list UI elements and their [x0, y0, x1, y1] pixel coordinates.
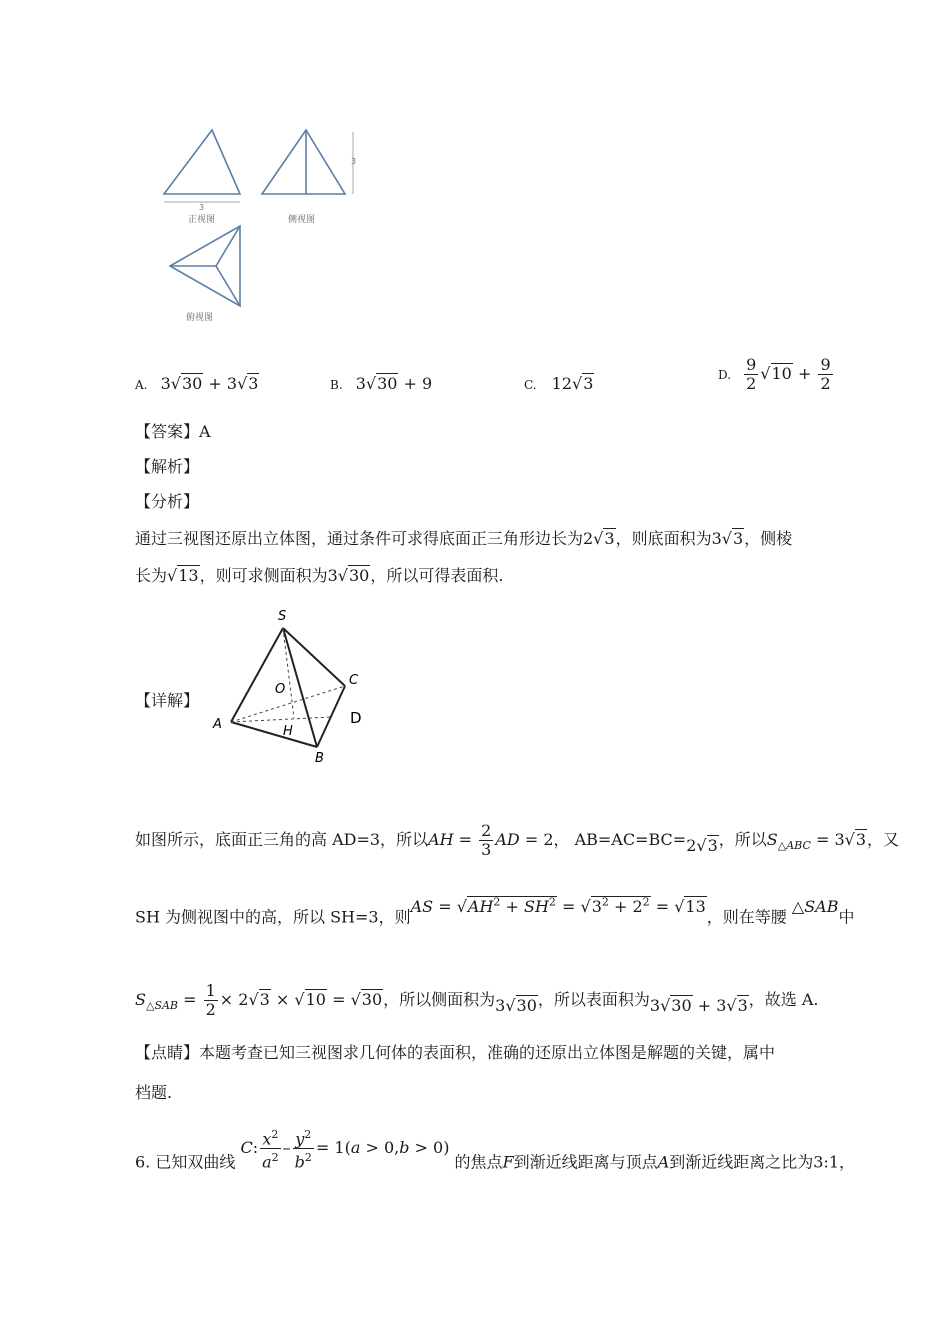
edge-SA — [231, 628, 286, 722]
label-H: H — [283, 724, 293, 739]
pyramid-figure — [205, 600, 380, 770]
side-dim-label: 3 — [351, 157, 357, 166]
edge-AD — [231, 717, 331, 722]
fenxi-line-2: 长为√13，则可求侧面积为3√30，所以可得表面积. — [135, 566, 504, 585]
step-line-3: $S_{\triangle SAB}$ = $\frac{1}{2}$ × 2√3 × √10 = √30，所以侧面积为3√30，所以表面积为3√30 + 3√3，故选 A. — [135, 981, 819, 1019]
edge-AB — [231, 722, 317, 747]
option-a: A. 3√30 + 3√3 — [135, 374, 259, 393]
analysis-heading: 【解析】 — [135, 457, 200, 476]
front-view-caption: 正视图 — [188, 215, 216, 225]
step-line-2: SH 为侧视图中的高，所以 SH=3，则AS = $√AH^2 + SH^2 = √3^2 + 2^2 = √13$，则在等腰 △SAB中 — [135, 896, 855, 927]
option-b: B. 3√30 + 9 — [330, 374, 433, 393]
front-dim-label: 3 — [199, 203, 205, 212]
label-D: D — [350, 709, 362, 727]
label-B: B — [315, 751, 324, 766]
front-view-triangle — [164, 130, 240, 194]
step-line-1: 如图所示，底面正三角的高 AD=3，所以AH = $\frac{2}{3}$ AD = 2， AB=AC=BC=2√3，所以$S_{\triangle ABC} = 3√3$，又 — [135, 821, 900, 859]
option-c-letter: C. — [524, 378, 537, 392]
three-view-figure — [150, 120, 380, 330]
dianjing-line-2: 档题. — [135, 1083, 173, 1102]
label-A: A — [213, 717, 222, 732]
option-d-letter: D. — [718, 368, 732, 382]
dianjing-line-1: 【点睛】本题考查已知三视图求几何体的表面积，准确的还原出立体图是解题的关键，属中 — [135, 1043, 776, 1062]
fenxi-line-1: 通过三视图还原出立体图，通过条件可求得底面正三角形边长为2√3，则底面积为3√3，侧棱 — [135, 529, 793, 548]
q6-equation: C: $\frac{x^2}{a^2}$ – $\frac{y^2}{b^2}$ = 1(a > 0,b > 0) — [240, 1128, 455, 1172]
side-view-caption: 侧视图 — [288, 215, 316, 225]
edge-SH — [283, 628, 294, 718]
top-view-caption: 俯视图 — [186, 313, 214, 323]
fenxi-heading: 【分析】 — [135, 492, 200, 511]
edge-BC — [317, 686, 345, 747]
option-c: C. 12√3 — [524, 374, 594, 393]
option-b-letter: B. — [330, 378, 343, 392]
question-6 — [135, 1128, 856, 1186]
side-view-triangle — [262, 130, 345, 194]
label-S: S — [278, 609, 287, 624]
label-O: O — [275, 682, 286, 697]
detail-heading: 【详解】 — [135, 691, 200, 710]
option-d: D. $\frac{9}{2}$ √10 + $\frac{9}{2}$ — [718, 355, 831, 393]
q6-lead: 6. 已知双曲线 — [135, 1152, 236, 1172]
answer-line: 【答案】A — [135, 422, 211, 441]
q6-tail: 的焦点F到渐近线距离与顶点A到渐近线距离之比为3:1， — [454, 1152, 856, 1172]
label-C: C — [349, 673, 359, 688]
option-a-letter: A. — [135, 378, 148, 392]
